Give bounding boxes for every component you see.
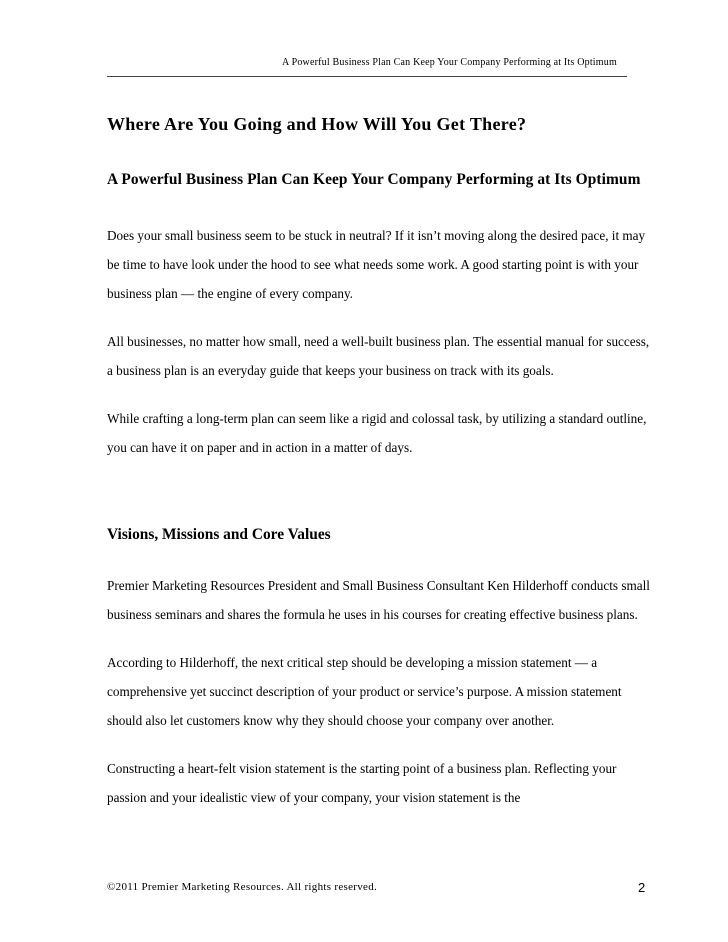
document-title: Where Are You Going and How Will You Get There? <box>107 114 527 134</box>
page-number: 2 <box>638 880 646 895</box>
section-paragraph: According to Hilderhoff, the next critical step should be developing a mission statement — a comprehensive yet succinct description of your product or service’s purpose. A mission statement should also let customers know why they should choose your company over another. <box>107 655 622 728</box>
running-header: A Powerful Business Plan Can Keep Your Company Performing at Its Optimum <box>282 57 617 68</box>
intro-paragraph: While crafting a long-term plan can seem like a rigid and colossal task, by utilizing a standard outline, you can have it on paper and in action in a matter of days. <box>107 411 647 455</box>
copyright-footer: ©2011 Premier Marketing Resources. All rights reserved. <box>107 881 378 893</box>
page-body <box>107 110 655 812</box>
section-paragraph: Constructing a heart-felt vision statement is the starting point of a business plan. Reflecting your passion and your idealistic view of your company, your vision statement is the <box>107 761 617 805</box>
header-divider <box>107 76 627 77</box>
intro-paragraph: All businesses, no matter how small, need a well-built business plan. The essential manual for success, a business plan is an everyday guide that keeps your business on track with its goals. <box>107 334 650 378</box>
section-paragraph: Premier Marketing Resources President and Small Business Consultant Ken Hilderhoff conducts small business seminars and shares the formula he uses in his courses for creating effective business plans. <box>107 578 650 622</box>
section-heading: Visions, Missions and Core Values <box>107 526 331 543</box>
intro-paragraph: Does your small business seem to be stuck in neutral? If it isn’t moving along the desired pace, it may be time to have look under the hood to see what needs some work. A good starting point is with your business plan — the engine of every company. <box>107 228 646 301</box>
document-subtitle: A Powerful Business Plan Can Keep Your Company Performing at Its Optimum <box>107 171 641 188</box>
